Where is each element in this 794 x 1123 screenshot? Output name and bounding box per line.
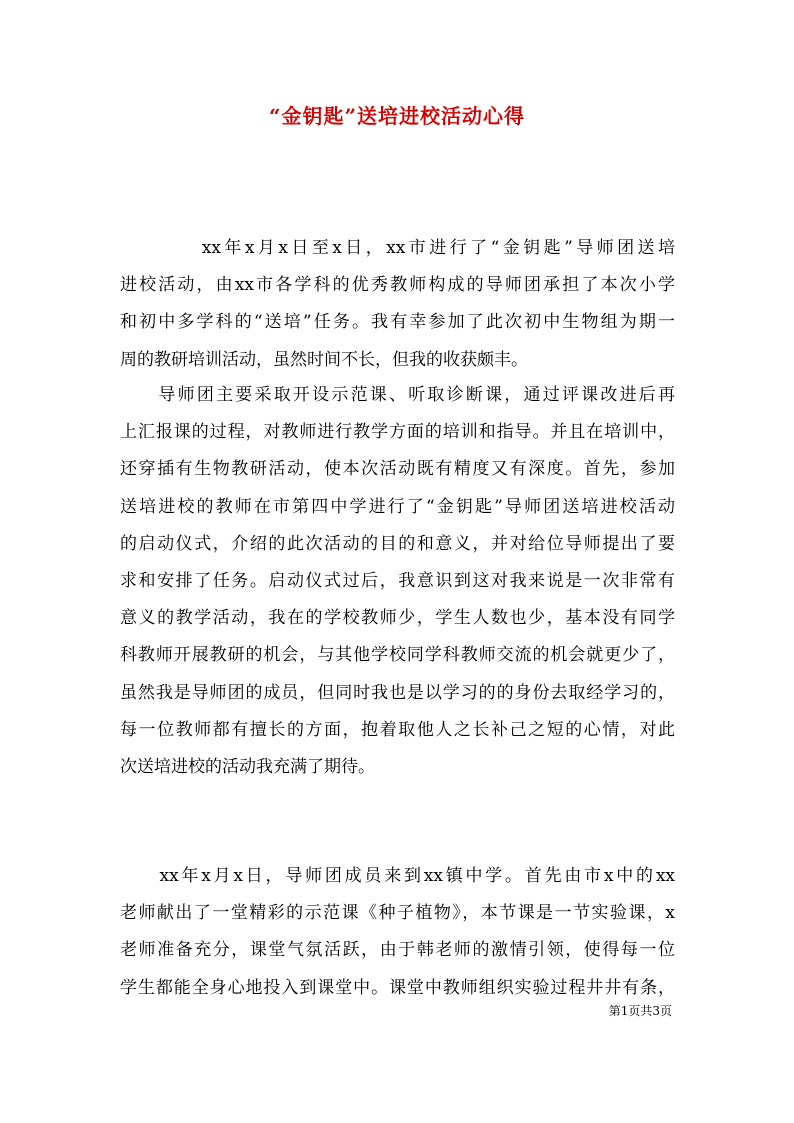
text-line: xx年x月x日至x日，xx市进行了“金钥匙”导师团送培: [120, 238, 675, 258]
text-line: 学生都能全身心地投入到课堂中。课堂中教师组织实验过程井井有条，: [120, 977, 675, 998]
paragraph-1: [120, 230, 675, 379]
text-line: 老师准备充分，课堂气氛活跃，由于韩老师的激情引领，使得每一位: [120, 940, 675, 961]
text-line: 虽然我是导师团的成员，但同时我也是以学习的的身份去取经学习的，: [120, 682, 675, 703]
text-line: 的启动仪式，介绍的此次活动的目的和意义，并对给位导师提出了要: [120, 533, 675, 554]
document-title: “金钥匙”送培进校活动心得: [268, 104, 525, 128]
text-line: 次送培进校的活动我充满了期待。: [120, 757, 375, 778]
text-line: 意义的教学活动，我在的学校教师少，学生人数也少，基本没有同学: [120, 608, 675, 629]
text-line: 进校活动，由xx市各学科的优秀教师构成的导师团承担了本次小学: [120, 275, 675, 296]
text-line: 周的教研培训活动，虽然时间不长，但我的收获颇丰。: [120, 349, 528, 370]
text-line: 老师献出了一堂精彩的示范课《种子植物》，本节课是一节实验课，x: [120, 903, 675, 924]
paragraph-3: [120, 858, 675, 1007]
text-line: 科教师开展教研的机会，与其他学校同学科教师交流的机会就更少了，: [120, 645, 675, 666]
page-number-footer: 第1页共3页: [608, 1004, 672, 1018]
text-line: xx年x月x日，导师团成员来到xx镇中学。首先由市x中的xx: [120, 866, 675, 886]
text-line: 送培进校的教师在市第四中学进行了“金钥匙”导师团送培进校活动: [120, 496, 675, 517]
text-line: 每一位教师都有擅长的方面，抱着取他人之长补己之短的心情，对此: [120, 719, 675, 740]
text-line: 导师团主要采取开设示范课、听取诊断课，通过评课改进后再: [120, 385, 675, 405]
text-line: 上汇报课的过程，对教师进行教学方面的培训和指导。并且在培训中，: [120, 422, 675, 443]
text-line: 还穿插有生物教研活动，使本次活动既有精度又有深度。首先，参加: [120, 459, 675, 480]
text-line: 和初中多学科的“送培”任务。我有幸参加了此次初中生物组为期一: [120, 312, 675, 333]
text-line: 求和安排了任务。启动仪式过后，我意识到这对我来说是一次非常有: [120, 571, 675, 592]
paragraph-2: [120, 377, 675, 786]
